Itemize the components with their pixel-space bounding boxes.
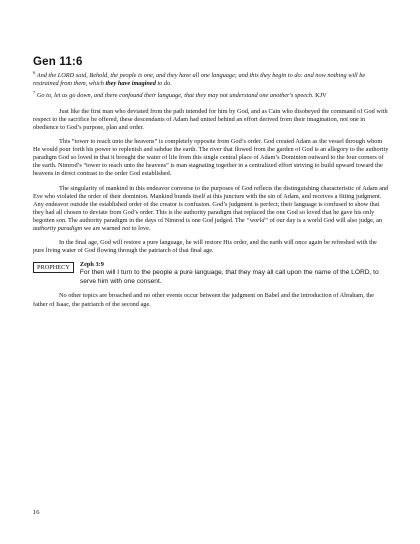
- prophecy-callout: [33, 261, 389, 286]
- paragraph-text: The singularity of mankind in this endeavor converse to the purposes of God reflects the distinguishing characteristic of Adam and Eve who violated the order of their dominion. Mankind brands itself at this juncture with the sin of Adam, and receives a fitting judgment. Any endeavor outside the established order of the creator is confusion. God’s judgment is perfect; their language is confused to show that they had all chosen to deviate from God’s order. This is the authority paradigm that replaced the one God so loved that he gave his only begotten son. The authority paradigm in the days of Nimrod is one God judged. The: [33, 184, 389, 224]
- paragraph-text: we are warned: [83, 225, 121, 233]
- verse-text: And the LORD said, Behold, the people is one, and they have all one language; and this they begin to do: and now nothing will be restrained from them, which: [33, 72, 366, 88]
- verse-6: [33, 69, 389, 89]
- paragraph-1: Just like the first man who deviated from the path intended for him by God, and as Cain who disobeyed the command of God with respect to the sacrifice he offered, these descendants of Adam had united behind an effort derived from their imagination, not one in obedience to God’s purpose, plan and order.: [33, 107, 388, 131]
- paragraph-4: In the final age, God will restore a pure language, he will restore His order, and the earth will once again be refreshed with the pure living water of God flowing through the patriarch of that final age.: [33, 239, 377, 255]
- emphasis-world: “world”: [246, 216, 269, 224]
- prophecy-body: [80, 261, 389, 286]
- prophecy-text: For then will I turn to the people a pure language, that they may all call upon the name of the LORD, to serve him with one consent.: [79, 269, 379, 285]
- verse-number: 6: [33, 70, 36, 75]
- emphasis-not: not: [122, 225, 131, 233]
- verse-number: 7: [33, 89, 36, 95]
- paragraph-5: No other topics are broached and no other events occur between the judgment on Babel and the introduction of Abraham, the father of Isaac, the patriarch of the second age.: [33, 292, 374, 308]
- verse-7: [33, 89, 389, 100]
- prophecy-tag: PROPHECY: [33, 262, 74, 273]
- verse-text: Go to, let us go down, and there confound their language, that they may not understand one another's speech.: [36, 91, 314, 99]
- page-heading: Gen 11:6: [33, 56, 83, 68]
- paragraph-3: [33, 185, 389, 234]
- paragraph-text: to love.: [131, 225, 151, 233]
- verse-source: KJV: [315, 91, 327, 99]
- emphasis-authority-paradigm: authority paradigm: [33, 225, 83, 233]
- page-content: [33, 56, 389, 315]
- verse-emphasis: they have imagined: [105, 80, 156, 88]
- paragraph-text: of our day is a world God will also judge, an: [269, 216, 383, 224]
- paragraph-2: This “tower to reach unto the heavens” is completely opposite from God’s order. God created Adam as the vessel through whom He would pour forth his power to replenish and subdue the earth. The river that flowed from the garden of God is an allegory to the authority paradigm God so loved in that it brought the water of life from this single central place of Adam’s Dominion outward to the four corners of the earth. Nimrod’s “tower to reach unto the heavens” is man stagnating together in a centralized effort striving to build upward toward the heavens in direct contrast to the order God established.: [33, 138, 389, 178]
- page-number: 16: [33, 509, 40, 516]
- verse-text-end: to do.: [157, 80, 172, 88]
- prophecy-reference: Zeph 3:9: [79, 261, 104, 269]
